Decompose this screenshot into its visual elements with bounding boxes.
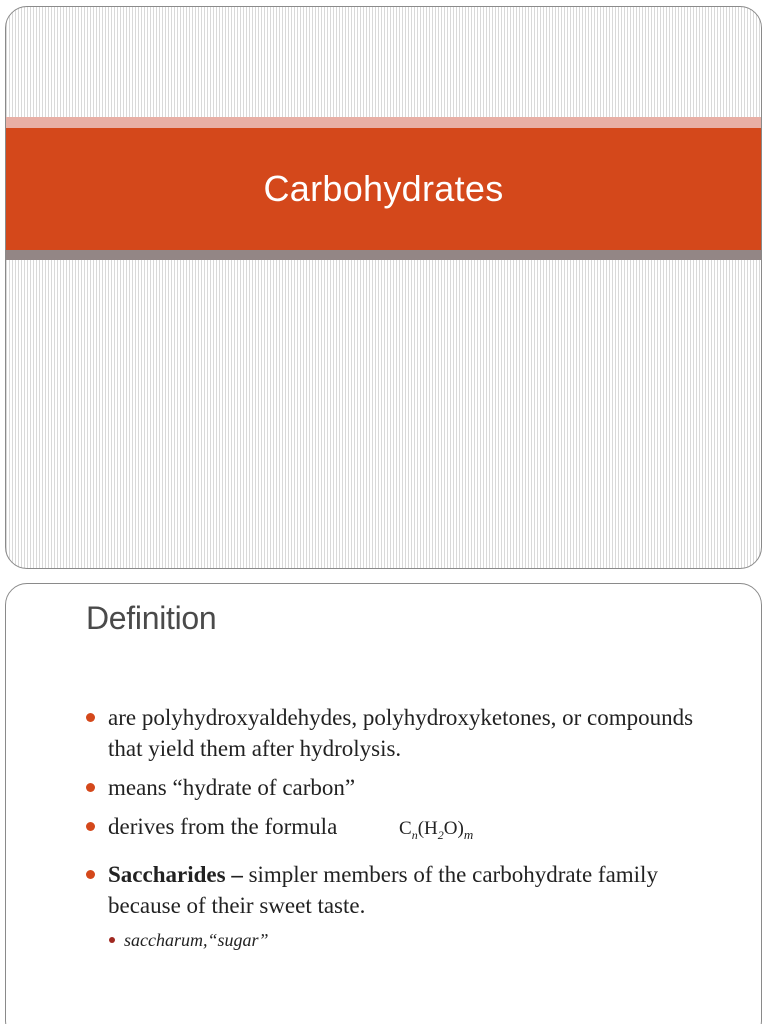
bullet-item xyxy=(84,772,724,803)
bullet-term-separator: – xyxy=(225,861,249,887)
formula-m: m xyxy=(463,827,474,842)
slide-title: Carbohydrates xyxy=(263,168,504,209)
bullet-icon xyxy=(86,870,95,879)
slide-heading: Definition xyxy=(86,600,217,636)
title-slide xyxy=(5,6,762,569)
bullet-text: are polyhydroxyaldehydes, polyhydroxyketones, or compounds that yield them after hydrolysis. xyxy=(108,705,694,761)
bullet-item xyxy=(84,859,724,951)
definition-slide xyxy=(5,583,762,1024)
sub-bullet-list xyxy=(108,929,724,951)
formula-mid: (H xyxy=(417,818,438,839)
bullet-icon xyxy=(86,713,95,722)
formula-o: O) xyxy=(443,818,464,839)
bullet-term: Saccharides xyxy=(108,861,226,887)
formula-n: n xyxy=(411,827,418,842)
bullet-icon xyxy=(86,783,95,792)
title-band xyxy=(6,128,761,250)
chemical-formula xyxy=(399,813,473,851)
bullet-text: derives from the formula xyxy=(108,814,338,839)
bullet-text: means “hydrate of carbon” xyxy=(108,775,356,800)
formula-c: C xyxy=(399,818,412,839)
sub-bullet-text: saccharum,“sugar” xyxy=(124,929,269,950)
sub-bullet-icon xyxy=(109,937,115,943)
formula-two: 2 xyxy=(437,827,444,842)
title-band-bottom-stripe xyxy=(6,250,761,260)
title-band-top-stripe xyxy=(6,117,761,128)
bullet-list xyxy=(84,702,724,959)
bullet-item xyxy=(84,702,724,764)
sub-bullet-item xyxy=(108,929,724,951)
bullet-text: simpler members of the carbohydrate family because of their sweet taste. xyxy=(108,861,658,918)
bullet-item xyxy=(84,811,724,851)
bullet-icon xyxy=(86,822,95,831)
